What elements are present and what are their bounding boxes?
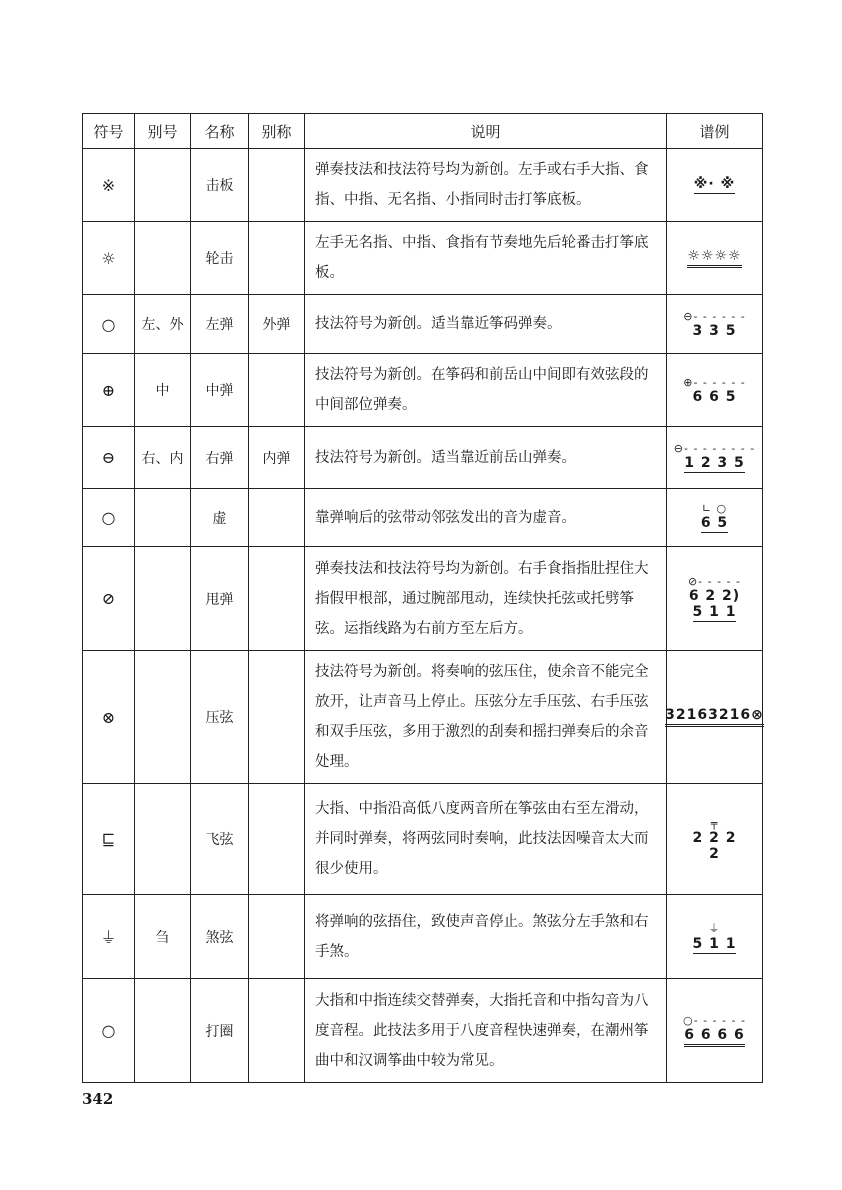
technique-table-container bbox=[82, 113, 762, 1083]
example-notes: ※· ※ bbox=[693, 176, 736, 192]
example-cell bbox=[667, 895, 763, 979]
alias-symbol-cell bbox=[135, 489, 191, 547]
description-cell: 大指和中指连续交替弹奏，大指托音和中指勾音为八度音程。此技法多用于八度音程快速弹奏，在潮州筝曲中和汉调筝曲中较为常见。 bbox=[305, 979, 667, 1083]
example-mark: ∟ ○ bbox=[701, 502, 728, 515]
header-description: 说明 bbox=[305, 114, 667, 149]
alias-name-cell bbox=[249, 651, 305, 784]
symbol-cell: ⊗ bbox=[83, 651, 135, 784]
symbol-cell: ○ bbox=[83, 979, 135, 1083]
example-notes: 2 2 2 bbox=[692, 829, 737, 846]
alias-name-cell bbox=[249, 979, 305, 1083]
example-mark: ⊖- - - - - - - - bbox=[673, 442, 756, 455]
name-cell: 虚 bbox=[191, 489, 249, 547]
name-cell: 打圈 bbox=[191, 979, 249, 1083]
page-number: 342 bbox=[82, 1090, 114, 1108]
table-row bbox=[83, 895, 763, 979]
table-row bbox=[83, 489, 763, 547]
table-row bbox=[83, 651, 763, 784]
alias-symbol-cell: 刍 bbox=[135, 895, 191, 979]
example-cell bbox=[667, 222, 763, 295]
alias-symbol-cell: 中 bbox=[135, 354, 191, 427]
example-cell bbox=[667, 354, 763, 427]
description-cell: 技法符号为新创。在筝码和前岳山中间即有效弦段的中间部位弹奏。 bbox=[305, 354, 667, 427]
table-row bbox=[83, 149, 763, 222]
header-alias-name: 别称 bbox=[249, 114, 305, 149]
description-cell: 技法符号为新创。将奏响的弦压住，使余音不能完全放开，让声音马上停止。压弦分左手压弦、右手压弦和双手压弦，多用于激烈的刮奏和摇扫弹奏后的余音处理。 bbox=[305, 651, 667, 784]
header-example: 谱例 bbox=[667, 114, 763, 149]
example-notes: 3 3 5 bbox=[692, 322, 737, 339]
alias-name-cell: 外弹 bbox=[249, 295, 305, 354]
alias-name-cell bbox=[249, 354, 305, 427]
table-row bbox=[83, 784, 763, 895]
description-cell: 靠弹响后的弦带动邻弦发出的音为虚音。 bbox=[305, 489, 667, 547]
header-name: 名称 bbox=[191, 114, 249, 149]
name-cell: 击板 bbox=[191, 149, 249, 222]
example-mark: ○- - - - - - bbox=[683, 1014, 746, 1027]
alias-name-cell bbox=[249, 895, 305, 979]
example-cell bbox=[667, 489, 763, 547]
description-cell: 弹奏技法和技法符号均为新创。右手食指指肚捏住大指假甲根部，通过腕部甩动，连续快托弦或托劈筝弦。运指线路为右前方至左后方。 bbox=[305, 547, 667, 651]
alias-symbol-cell bbox=[135, 149, 191, 222]
alias-name-cell bbox=[249, 489, 305, 547]
description-cell: 技法符号为新创。适当靠近前岳山弹奏。 bbox=[305, 427, 667, 489]
technique-table bbox=[82, 113, 763, 1083]
description-cell: 弹奏技法和技法符号均为新创。左手或右手大指、食指、中指、无名指、小指同时击打筝底板。 bbox=[305, 149, 667, 222]
example-notes-lower: 2 bbox=[709, 845, 720, 862]
example-cell bbox=[667, 547, 763, 651]
alias-symbol-cell bbox=[135, 547, 191, 651]
name-cell: 轮击 bbox=[191, 222, 249, 295]
description-cell: 左手无名指、中指、食指有节奏地先后轮番击打筝底板。 bbox=[305, 222, 667, 295]
example-cell bbox=[667, 979, 763, 1083]
description-cell: 大指、中指沿高低八度两音所在筝弦由右至左滑动，并同时弹奏，将两弦同时奏响，此技法因噪音太大而很少使用。 bbox=[305, 784, 667, 895]
header-alias-symbol: 别号 bbox=[135, 114, 191, 149]
example-cell bbox=[667, 651, 763, 784]
table-row bbox=[83, 979, 763, 1083]
alias-symbol-cell bbox=[135, 222, 191, 295]
alias-symbol-cell: 右、内 bbox=[135, 427, 191, 489]
example-mark: ╤ bbox=[710, 816, 719, 830]
table-row bbox=[83, 427, 763, 489]
example-mark: ⏚ bbox=[708, 921, 721, 935]
alias-symbol-cell bbox=[135, 651, 191, 784]
alias-symbol-cell: 左、外 bbox=[135, 295, 191, 354]
name-cell: 飞弦 bbox=[191, 784, 249, 895]
alias-name-cell bbox=[249, 547, 305, 651]
example-notes: 6 2 2) bbox=[688, 588, 741, 604]
symbol-cell: ○ bbox=[83, 489, 135, 547]
table-row bbox=[83, 295, 763, 354]
alias-name-cell bbox=[249, 784, 305, 895]
symbol-cell: ※ bbox=[83, 149, 135, 222]
name-cell: 左弹 bbox=[191, 295, 249, 354]
alias-symbol-cell bbox=[135, 979, 191, 1083]
example-notes-lower: 5 1 1 bbox=[692, 604, 737, 620]
alias-name-cell bbox=[249, 149, 305, 222]
name-cell: 中弹 bbox=[191, 354, 249, 427]
example-notes: 5 1 1 bbox=[692, 935, 737, 952]
table-row bbox=[83, 354, 763, 427]
example-notes: ☼☼☼☼ bbox=[687, 248, 741, 268]
symbol-cell: ⊘ bbox=[83, 547, 135, 651]
description-cell: 将弹响的弦捂住，致使声音停止。煞弦分左手煞和右手煞。 bbox=[305, 895, 667, 979]
table-row bbox=[83, 222, 763, 295]
example-notes: 6 5 bbox=[700, 515, 729, 531]
name-cell: 压弦 bbox=[191, 651, 249, 784]
example-notes: 6 6 5 bbox=[692, 388, 737, 405]
symbol-cell: ⊕ bbox=[83, 354, 135, 427]
example-mark: ⊖- - - - - - bbox=[683, 309, 746, 323]
table-header-row bbox=[83, 114, 763, 149]
name-cell: 甩弹 bbox=[191, 547, 249, 651]
alias-name-cell bbox=[249, 222, 305, 295]
symbol-cell: ⊑ bbox=[83, 784, 135, 895]
example-notes: 1 2 3 5 bbox=[684, 455, 745, 471]
example-cell bbox=[667, 784, 763, 895]
name-cell: 右弹 bbox=[191, 427, 249, 489]
alias-name-cell: 内弹 bbox=[249, 427, 305, 489]
symbol-cell: ☼ bbox=[83, 222, 135, 295]
example-notes: 32163216⊗ bbox=[665, 707, 764, 727]
example-cell bbox=[667, 149, 763, 222]
name-cell: 煞弦 bbox=[191, 895, 249, 979]
example-mark: ⊘- - - - - bbox=[687, 575, 742, 588]
example-cell bbox=[667, 427, 763, 489]
symbol-cell: ⊖ bbox=[83, 427, 135, 489]
header-symbol: 符号 bbox=[83, 114, 135, 149]
alias-symbol-cell bbox=[135, 784, 191, 895]
example-cell bbox=[667, 295, 763, 354]
description-cell: 技法符号为新创。适当靠近筝码弹奏。 bbox=[305, 295, 667, 354]
table-row bbox=[83, 547, 763, 651]
example-notes: 6 6 6 6 bbox=[684, 1027, 745, 1047]
symbol-cell: ○ bbox=[83, 295, 135, 354]
example-mark: ⊕- - - - - - bbox=[683, 375, 746, 389]
symbol-cell: ⏚ bbox=[83, 895, 135, 979]
